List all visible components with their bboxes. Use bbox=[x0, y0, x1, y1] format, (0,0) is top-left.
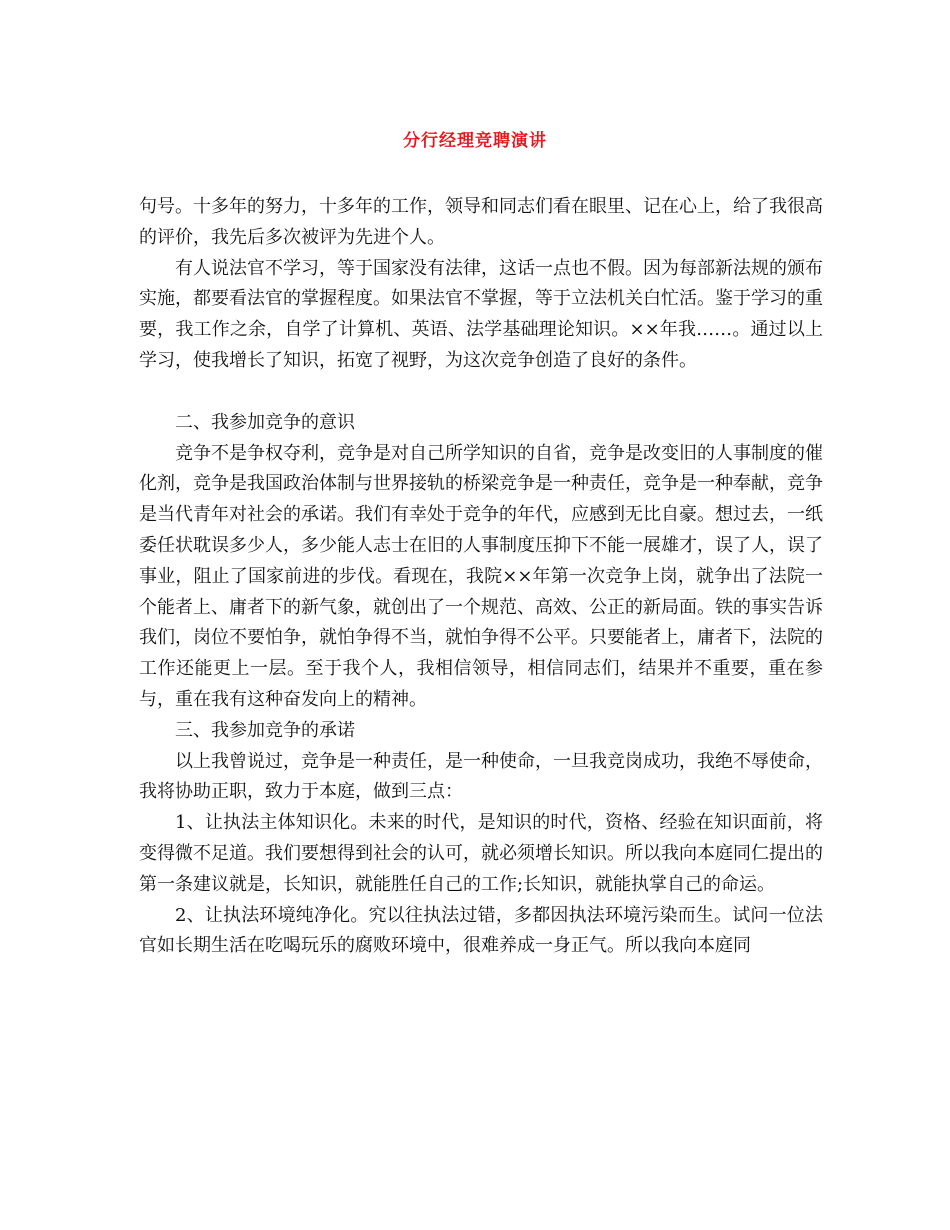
paragraph-4: 以上我曾说过，竞争是一种责任，是一种使命，一旦我竞岗成功，我绝不辱使命，我将协助正职，致力于本庭，做到三点： bbox=[139, 750, 823, 803]
section-heading-3: 三、我参加竞争的承诺 bbox=[175, 719, 355, 741]
document-title: 分行经理竞聘演讲 bbox=[403, 131, 547, 151]
paragraph-2: 有人说法官不学习，等于国家没有法律，这话一点也不假。因为每部新法规的颁布实施，都要看法官的掌握程度。如果法官不掌握，等于立法机关白忙活。鉴于学习的重要，我工作之余，自学了计算机、英语、法学基础理论知识。××年我……。通过以上学习，使我增长了知识，拓宽了视野，为这次竞争创造了良好的条件。 bbox=[139, 257, 823, 371]
paragraph-gap bbox=[139, 377, 823, 408]
paragraph-1: 句号。十多年的努力，十多年的工作，领导和同志们看在眼里、记在心上，给了我很高的评价，我先后多次被评为先进个人。 bbox=[139, 196, 823, 248]
paragraph-3: 竞争不是争权夺利，竞争是对自己所学知识的自省，竞争是改变旧的人事制度的催化剂，竞争是我国政治体制与世界接轨的桥梁竞争是一种责任，竞争是一种奉献，竞争是当代青年对社会的承诺。我们有幸处于竞争的年代，应感到无比自豪。想过去，一纸委任状耽误多少人，多少能人志士在旧的人事制度压抑下不能一展雄才，误了人，误了事业，阻止了国家前进的步伐。看现在，我院××年第一次竞争上岗，就争出了法院一个能者上、庸者下的新气象，就创出了一个规范、高效、公正的新局面。铁的事实告诉我们，岗位不要怕争，就怕争得不当，就怕争得不公平。只要能者上，庸者下，法院的工作还能更上一层。至于我个人，我相信领导，相信同志们，结果并不重要，重在参与，重在我有这种奋发向上的精神。 bbox=[139, 442, 823, 710]
document-body bbox=[139, 192, 823, 962]
paragraph-6: 2、让执法环境纯净化。究以往执法过错，多都因执法环境污染而生。试问一位法官如长期生活在吃喝玩乐的腐败环境中，很难养成一身正气。所以我向本庭同 bbox=[139, 904, 823, 957]
section-heading-2: 二、我参加竞争的意识 bbox=[175, 411, 355, 433]
paragraph-5: 1、让执法主体知识化。未来的时代，是知识的时代，资格、经验在知识面前，将变得微不足道。我们要想得到社会的认可，就必须增长知识。所以我向本庭同仁提出的第一条建议就是，长知识，就能胜任自己的工作;长知识，就能执掌自己的命运。 bbox=[139, 812, 823, 895]
